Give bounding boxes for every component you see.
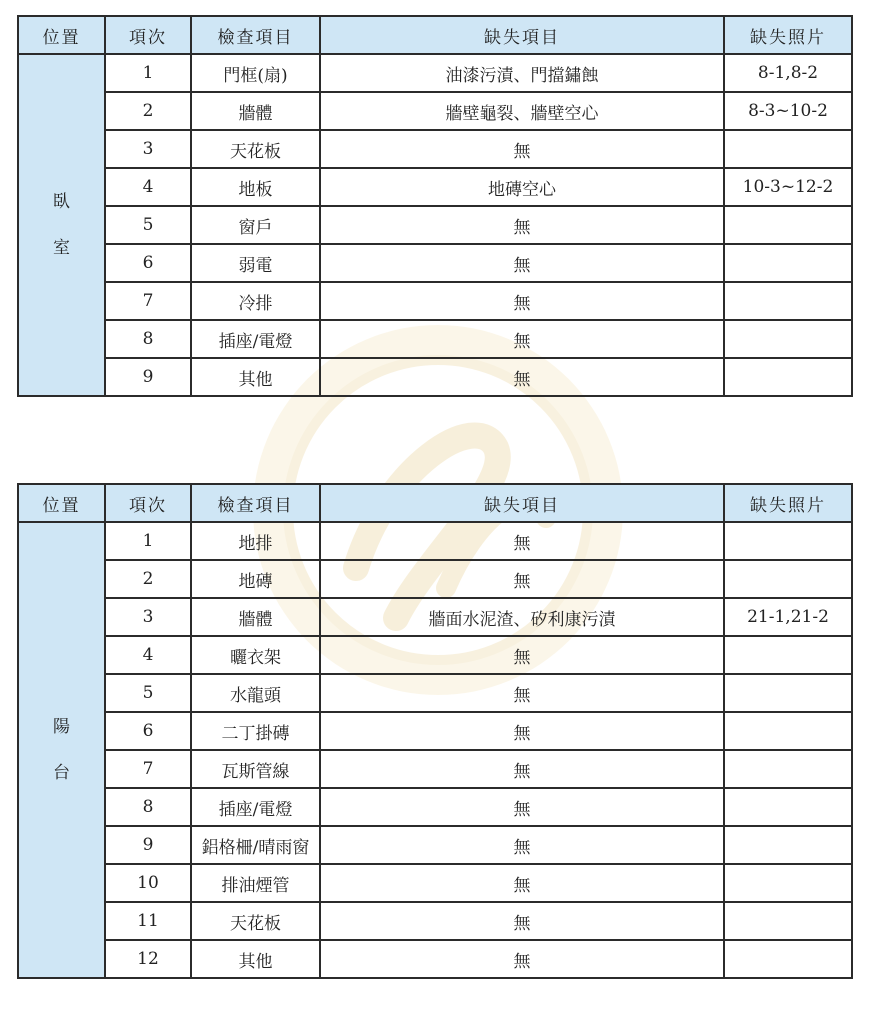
check-item-cell: 水龍頭 (191, 674, 320, 712)
header-defect: 缺失項目 (320, 484, 724, 522)
table-row (18, 206, 852, 244)
photo-ref-cell (724, 826, 852, 864)
number-cell: 7 (105, 282, 191, 320)
check-item-cell: 曬衣架 (191, 636, 320, 674)
photo-ref-cell (724, 560, 852, 598)
photo-ref-cell (724, 522, 852, 560)
check-item-cell: 二丁掛磚 (191, 712, 320, 750)
number-cell: 2 (105, 92, 191, 130)
photo-ref-cell (724, 636, 852, 674)
header-check-item: 檢查項目 (191, 16, 320, 54)
defect-cell: 無 (320, 130, 724, 168)
table-row (18, 902, 852, 940)
table-row (18, 864, 852, 902)
photo-ref-cell: 21-1,21-2 (724, 598, 852, 636)
location-char: 陽 (53, 717, 70, 737)
table-row (18, 522, 852, 560)
defect-cell: 牆面水泥渣、矽利康污漬 (320, 598, 724, 636)
table-row (18, 712, 852, 750)
check-item-cell: 排油煙管 (191, 864, 320, 902)
header-defect: 缺失項目 (320, 16, 724, 54)
number-cell: 8 (105, 788, 191, 826)
number-cell: 8 (105, 320, 191, 358)
number-cell: 4 (105, 168, 191, 206)
table-header-row (18, 16, 852, 54)
check-item-cell: 瓦斯管線 (191, 750, 320, 788)
defect-cell: 油漆污漬、門擋鏽蝕 (320, 54, 724, 92)
defect-cell: 無 (320, 750, 724, 788)
check-item-cell: 牆體 (191, 598, 320, 636)
check-item-cell: 插座/電燈 (191, 320, 320, 358)
photo-ref-cell (724, 358, 852, 396)
header-location: 位置 (18, 484, 105, 522)
header-photo: 缺失照片 (724, 16, 852, 54)
check-item-cell: 地排 (191, 522, 320, 560)
photo-ref-cell (724, 674, 852, 712)
header-location: 位置 (18, 16, 105, 54)
defect-cell: 無 (320, 358, 724, 396)
check-item-cell: 地板 (191, 168, 320, 206)
location-char: 室 (53, 238, 70, 258)
number-cell: 4 (105, 636, 191, 674)
check-item-cell: 冷排 (191, 282, 320, 320)
photo-ref-cell (724, 130, 852, 168)
table-row (18, 168, 852, 206)
defect-cell: 無 (320, 826, 724, 864)
photo-ref-cell (724, 244, 852, 282)
defect-cell: 無 (320, 636, 724, 674)
header-photo: 缺失照片 (724, 484, 852, 522)
table-row (18, 788, 852, 826)
number-cell: 7 (105, 750, 191, 788)
defect-cell: 無 (320, 244, 724, 282)
photo-ref-cell: 10-3~12-2 (724, 168, 852, 206)
check-item-cell: 天花板 (191, 130, 320, 168)
location-char: 台 (53, 763, 70, 783)
check-item-cell: 牆體 (191, 92, 320, 130)
location-cell (18, 522, 105, 978)
photo-ref-cell (724, 206, 852, 244)
photo-ref-cell: 8-3~10-2 (724, 92, 852, 130)
photo-ref-cell (724, 788, 852, 826)
table-row (18, 320, 852, 358)
check-item-cell: 鋁格柵/晴雨窗 (191, 826, 320, 864)
check-item-cell: 地磚 (191, 560, 320, 598)
location-cell (18, 54, 105, 396)
check-item-cell: 弱電 (191, 244, 320, 282)
photo-ref-cell (724, 864, 852, 902)
table-row (18, 130, 852, 168)
defect-cell: 無 (320, 206, 724, 244)
balcony-inspection-table (17, 483, 853, 979)
photo-ref-cell (724, 320, 852, 358)
header-check-item: 檢查項目 (191, 484, 320, 522)
check-item-cell: 窗戶 (191, 206, 320, 244)
number-cell: 2 (105, 560, 191, 598)
defect-cell: 無 (320, 320, 724, 358)
check-item-cell: 其他 (191, 940, 320, 978)
table-row (18, 598, 852, 636)
number-cell: 1 (105, 54, 191, 92)
table-row (18, 560, 852, 598)
table-row (18, 92, 852, 130)
table-row (18, 636, 852, 674)
check-item-cell: 其他 (191, 358, 320, 396)
table-row (18, 282, 852, 320)
number-cell: 9 (105, 358, 191, 396)
bedroom-inspection-table (17, 15, 853, 397)
number-cell: 6 (105, 244, 191, 282)
table-row (18, 750, 852, 788)
defect-cell: 牆壁龜裂、牆壁空心 (320, 92, 724, 130)
defect-cell: 無 (320, 864, 724, 902)
photo-ref-cell (724, 750, 852, 788)
number-cell: 11 (105, 902, 191, 940)
defect-cell: 地磚空心 (320, 168, 724, 206)
header-number: 項次 (105, 484, 191, 522)
number-cell: 3 (105, 130, 191, 168)
check-item-cell: 門框(扇) (191, 54, 320, 92)
defect-cell: 無 (320, 940, 724, 978)
table-row (18, 244, 852, 282)
number-cell: 3 (105, 598, 191, 636)
location-char: 臥 (53, 192, 70, 212)
table-row (18, 358, 852, 396)
number-cell: 9 (105, 826, 191, 864)
defect-cell: 無 (320, 282, 724, 320)
number-cell: 5 (105, 674, 191, 712)
defect-cell: 無 (320, 560, 724, 598)
header-number: 項次 (105, 16, 191, 54)
photo-ref-cell: 8-1,8-2 (724, 54, 852, 92)
photo-ref-cell (724, 902, 852, 940)
number-cell: 5 (105, 206, 191, 244)
table-row (18, 826, 852, 864)
defect-cell: 無 (320, 522, 724, 560)
table-header-row (18, 484, 852, 522)
defect-cell: 無 (320, 788, 724, 826)
check-item-cell: 天花板 (191, 902, 320, 940)
number-cell: 1 (105, 522, 191, 560)
photo-ref-cell (724, 712, 852, 750)
number-cell: 6 (105, 712, 191, 750)
defect-cell: 無 (320, 902, 724, 940)
photo-ref-cell (724, 282, 852, 320)
table-row (18, 54, 852, 92)
defect-cell: 無 (320, 712, 724, 750)
defect-cell: 無 (320, 674, 724, 712)
photo-ref-cell (724, 940, 852, 978)
number-cell: 10 (105, 864, 191, 902)
table-row (18, 674, 852, 712)
check-item-cell: 插座/電燈 (191, 788, 320, 826)
table-row (18, 940, 852, 978)
number-cell: 12 (105, 940, 191, 978)
